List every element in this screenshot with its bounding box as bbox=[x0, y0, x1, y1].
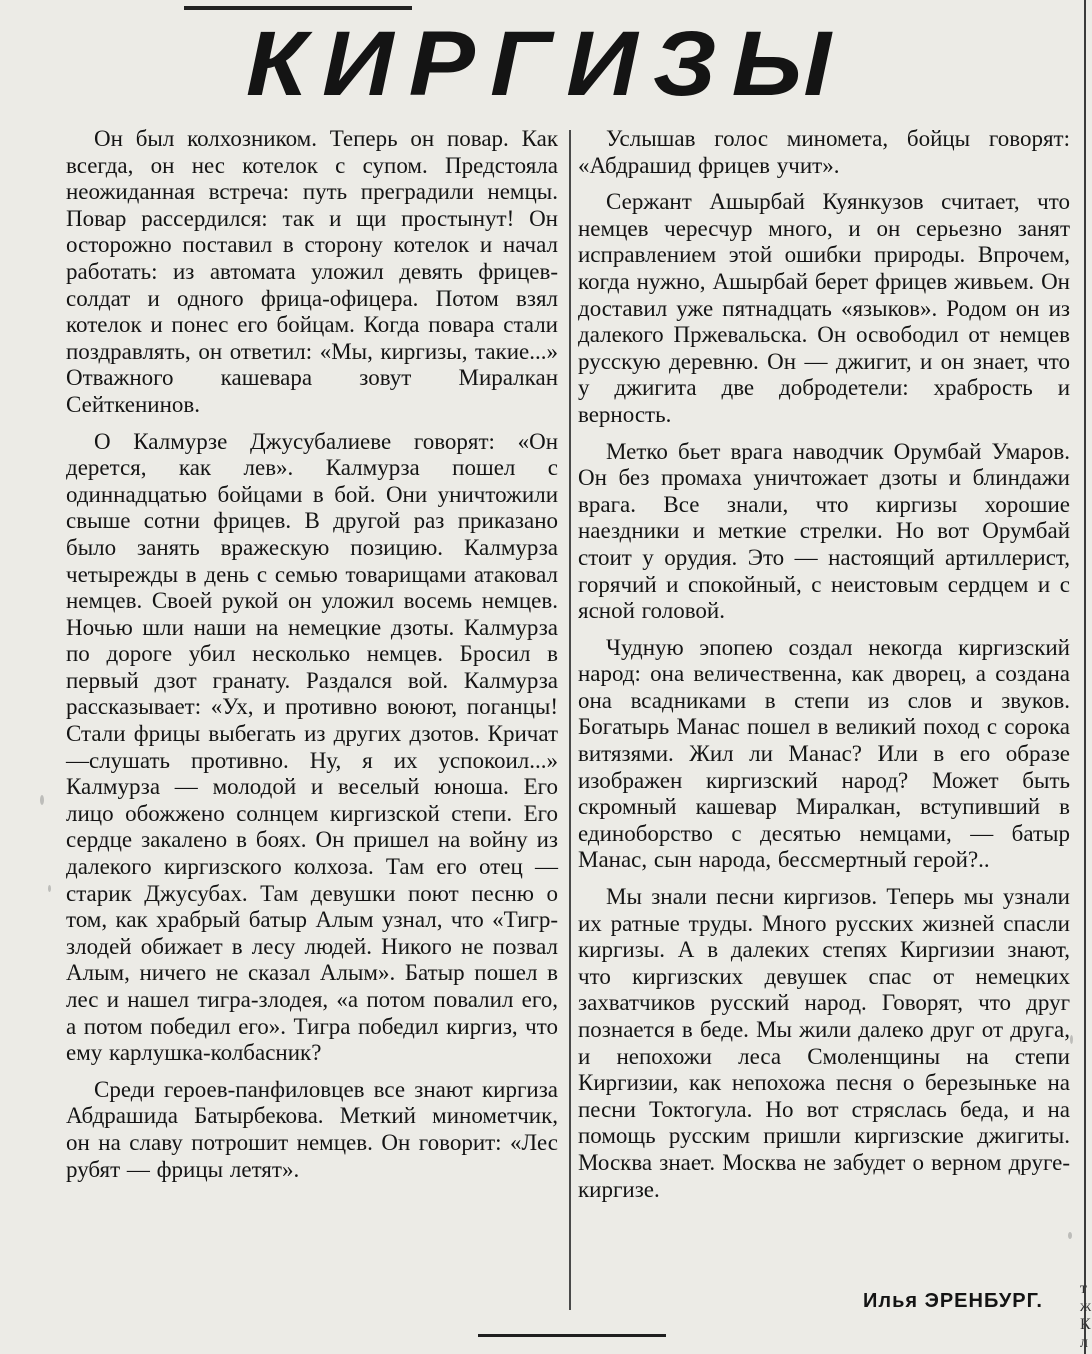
paragraph: Чудную эпопею создал некогда киргизский народ: она величественна, как дворец, а создана она всадниками в степи из слов и звуков. Богатырь Манас пошел в великий поход с сорока витязями. Жил ли Манас? Или в его образе изображен киргизский народ? Может быть скромный кашевар Миралкан, вступивший в единоборство с десятью немцами, — батыр Манас, сын народа, бессмертный герой?.. bbox=[578, 634, 1070, 873]
column-divider bbox=[569, 130, 571, 1310]
paragraph: Мы знали песни киргизов. Теперь мы узнали их ратные труды. Много русских жизней спасли киргизы. А в далеких степях Киргизии знают, что киргизских девушек спас от немецких захватчиков русский народ. Говорят, что друг познается в беде. Мы жили далеко друг от друга, и непохожи леса Смоленщины на степи Киргизии, как непохожа песня о березыньке на песни Токтогула. Но вот стряслась беда, и на помощь русским пришли киргизские джигиты. Москва знает. Москва не забудет о верном друге-киргизе. bbox=[578, 884, 1070, 1202]
paragraph: Он был колхозником. Теперь он повар. Как всегда, он нес котелок с супом. Предстояла неожиданная встреча: путь преградили немцы. Повар рассердился: так и щи простынут! Он осторожно поставил в сторону котелок и начал работать: из автомата уложил девять фрицев-солдат и одного фрица-офицера. Потом взял котелок и понес его бойцам. Когда повара стали поздравлять, он ответил: «Мы, киргизы, такие...» Отважного кашевара зовут Миралкан Сейткенинов. bbox=[66, 126, 558, 417]
paragraph: Сержант Ашырбай Куянкузов считает, что немцев чересчур много, и он серьезно занят исправлением этой ошибки природы. Впрочем, когда нужно, Ашырбай берет фрицев живьем. Он доставил уже пятнадцать «языков». Родом он из далекого Пржевальска. Он освободил от немцев русскую деревню. Он — джигит, и он знает, что у джигита две добродетели: храбрость и верность. bbox=[578, 189, 1070, 427]
paragraph: Среди героев-панфиловцев все знают киргиза Абдрашида Батырбекова. Меткий минометчик, он на славу потрошит немцев. Он говорит: «Лес рубят — фрицы летят». bbox=[66, 1076, 558, 1182]
paragraph: Услышав голос миномета, бойцы говорят: «Абдрашид фрицев учит». bbox=[578, 126, 1070, 178]
paper-speck bbox=[48, 885, 51, 892]
top-rule bbox=[184, 6, 412, 10]
paragraph: О Калмурзе Джусубалиеве говорят: «Он дерется, как лев». Калмурза пошел с одиннадцатью бойцами в бой. Они уничтожили свыше сотни фрицев. В другой раз приказано было занять вражескую позицию. Калмурза четырежды в день с семью товарищами атаковал немцев. Своей рукой он уложил восемь немцев. Ночью шли наши на немецкие дзоты. Калмурза по дороге убил несколько немцев. Бросил в первый дзот гранату. Раздался вой. Калмурза рассказывает: «Ух, и противно воюют, поганцы! Стали фрицы выбегать из других дзотов. Кричат—слушать противно. Ну, я их успокоил...» Калмурза — молодой и веселый юноша. Его лицо обожжено солнцем киргизской степи. Его сердце закалено в боях. Он пришел на войну из далекого киргизского колхоза. Там его отец — старик Джусубах. Там девушки поют песню о том, как храбрый батыр Алым узнал, что «Тигр-злодей обижает в лесу людей. Никого не позвал Алым, ничего не сказал Алым». Батыр пошел в лес и нашел тигра-злодея, «а потом повалил его, а потом победил его». Тигра победил киргиз, что ему карлушка-колбасник? bbox=[66, 428, 558, 1066]
left-column bbox=[66, 126, 558, 1193]
paragraph: Метко бьет врага наводчик Орумбай Умаров. Он без промаха уничтожает дзоты и блиндажи врага. Все знали, что киргизы хорошие наездники и меткие стрелки. Но вот Орумбай стоит у орудия. Это — настоящий артиллерист, горячий и спокойный, с неистовым сердцем и с ясной головой. bbox=[578, 438, 1070, 624]
paper-speck bbox=[1068, 1232, 1072, 1239]
author-signature: Илья ЭРЕНБУРГ. bbox=[862, 1290, 1043, 1312]
edge-text-fragment: т ж К л bbox=[1080, 1280, 1092, 1351]
right-column bbox=[578, 126, 1070, 1213]
headline: КИРГИЗЫ bbox=[245, 13, 847, 115]
bottom-rule bbox=[478, 1334, 666, 1337]
paper-speck bbox=[40, 795, 44, 805]
page-edge-rule bbox=[1084, 0, 1086, 1354]
paper-speck bbox=[1070, 1035, 1073, 1044]
